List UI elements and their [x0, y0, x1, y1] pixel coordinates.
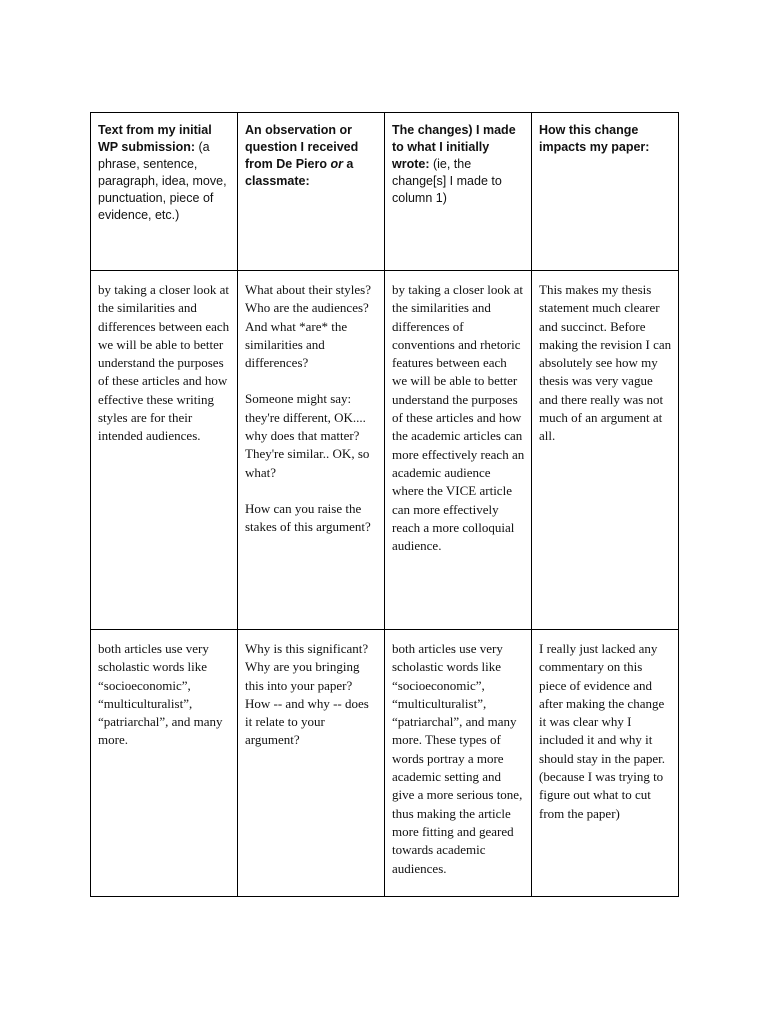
original-text: by taking a closer look at the similarities and differences between each we will be able to better understand the purposes of these articles and how effective these writing styles are for their intended audiences.	[98, 282, 230, 444]
feedback-paragraph: Why is this significant? Why are you bringing this into your paper? How -- and why -- does it relate to your argument?	[245, 641, 369, 748]
feedback-paragraph: Someone might say: they're different, OK.... why does that matter? They're similar.. OK, so what?	[245, 391, 370, 480]
header-original-text	[91, 113, 238, 271]
header-impact-title: How this change impacts my paper:	[539, 123, 650, 154]
original-text: both articles use very scholastic words like “socioeconomic”, “multiculturalist”, “patriarchal”, and many more.	[98, 641, 223, 748]
cell-change	[385, 271, 532, 630]
header-changes-title: The changes) I made to what I initially wrote:	[392, 123, 516, 171]
feedback-paragraph: How can you raise the stakes of this argument?	[245, 500, 371, 535]
cell-change	[385, 630, 532, 897]
cell-original-text	[91, 630, 238, 897]
cell-impact	[532, 630, 679, 897]
header-original-text-title: Text from my initial WP submission:	[98, 123, 212, 154]
header-impact	[532, 113, 679, 271]
revised-text: by taking a closer look at the similarities and differences of conventions and rhetoric features between each we will be able to better understand the purposes of these articles and how the academic articles can more effectively reach an academic audience where the VICE article can more effectively reach a more colloquial audience.	[392, 282, 525, 554]
header-original-text-note: (a phrase, sentence, paragraph, idea, move, punctuation, piece of evidence, etc.)	[98, 140, 227, 222]
header-feedback-title-b: a classmate:	[245, 157, 354, 188]
feedback-paragraph: What about their styles? Who are the audiences? And what *are* the similarities and differences?	[245, 282, 371, 371]
header-changes-note: (ie, the change[s] I made to column 1)	[392, 157, 502, 205]
header-row	[91, 113, 679, 271]
cell-feedback	[238, 630, 385, 897]
cell-impact	[532, 271, 679, 630]
revision-table	[90, 112, 679, 897]
table-row	[91, 630, 679, 897]
cell-feedback	[238, 271, 385, 630]
header-feedback	[238, 113, 385, 271]
impact-text: This makes my thesis statement much clearer and succinct. Before making the revision I can absolutely see how my thesis was very vague and there really was not much of an argument at all.	[539, 282, 672, 444]
table-row	[91, 271, 679, 630]
cell-original-text	[91, 271, 238, 630]
impact-text: I really just lacked any commentary on this piece of evidence and after making the change it was clear why I included it and why it should stay in the paper. (because I was trying to figure out what to cut from the paper)	[539, 641, 666, 821]
header-feedback-or: or	[330, 157, 343, 171]
header-changes	[385, 113, 532, 271]
header-feedback-title-a: An observation or question I received from De Piero	[245, 123, 359, 171]
revised-text: both articles use very scholastic words like “socioeconomic”, “multiculturalist”, “patriarchal”, and many more. These types of words portray a more academic setting and give a more serious tone, thus making the article more fitting and geared towards academic audiences.	[392, 641, 523, 876]
